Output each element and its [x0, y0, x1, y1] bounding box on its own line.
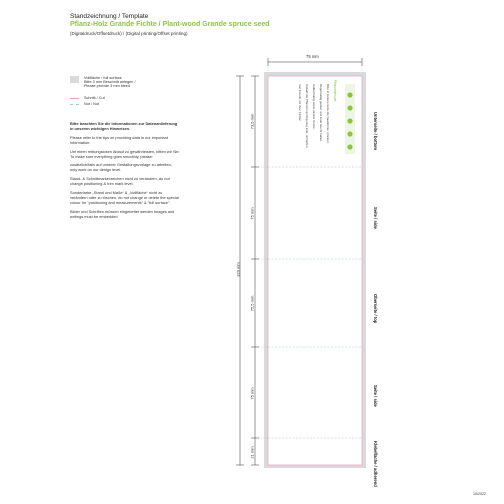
segment-4-label: 75 mm	[249, 386, 255, 400]
panel-label-side-2: Seite / side	[373, 385, 378, 407]
product-line-2: Regelmäßig gießen und Erde feucht halten.	[319, 84, 323, 143]
legend-bleed-de: Bitte 3 mm Beschnitt anlegen /	[84, 80, 136, 84]
revision-date: 10/2022	[473, 492, 486, 496]
panel-label-bottom: Unterseite / bottom	[373, 112, 378, 151]
product-line-4: Sobald die Pflanzen groß genug sind, umtopfen.	[305, 84, 309, 149]
product-line-5: Viel Freude mit Ihrer Fichte!	[298, 84, 302, 121]
brand-label: Pflanzenfreude	[333, 80, 337, 102]
legend-fill-label: Vollfläche / full surface	[84, 76, 122, 80]
segment-5-label: 21 mm	[249, 445, 255, 459]
product-line-3: Halbschattig, keine direkte Sonne.	[312, 84, 316, 130]
panel-label-top: Oberseite / top	[373, 294, 378, 324]
segment-1-label: 73,5 mm	[249, 113, 255, 129]
page-title: Standzeichnung / Template	[70, 13, 149, 20]
segment-3-label: 75,5 mm	[249, 295, 255, 311]
product-title: Pflanz-Holz Grande Fichte / Plant-wood Grande spruce seed	[70, 21, 270, 28]
note-1: Bitte beachten Sie die Informationen zur Datenanlieferung in unseren wichtigen Hinweisen.	[70, 121, 178, 131]
note-4: zusätzlich/falls auf unserer Gestaltungsvorlage zu arbeiten, only work on our design level.	[70, 162, 172, 173]
total-height-label: 320 mm	[235, 261, 241, 277]
note-7: Bilder und Schriften müssen eingebettet werden Images and writings must be embedded	[70, 208, 175, 219]
width-label: 75 mm	[306, 54, 319, 59]
print-method: (Digitaldruck/Offsetdruck) / (Digital printing/Offset printing)	[70, 31, 188, 36]
note-5: Stand- & Schnittmarkerzeichen nicht zu verändern, do not change positioning & trim mark level.	[70, 176, 170, 187]
legend-cut-label: Schnitt / Cut	[84, 96, 105, 100]
product-text-block	[296, 84, 331, 148]
note-3: Um einen reibungslosen Ablauf zu gewährleisten, bitten wir Sie: To make sure everything goes smoothly, please:	[70, 148, 180, 159]
legend-bleed-en: Please provide 3 mm bleed	[84, 84, 131, 88]
product-line-1: Bitte in lockere Erde die Saatkörner drücken.	[326, 84, 330, 144]
panel-label-adherend: Klebefläche / adherend	[373, 441, 378, 487]
panel-label-side-1: Seite / side	[373, 207, 378, 229]
note-2: Please refer to the tips on providing data in our important information.	[70, 134, 168, 145]
legend-groove-label: Nut / Nut	[84, 102, 99, 106]
segment-2-label: 75 mm	[249, 206, 255, 220]
note-6: Sonderfarbe „Stand und Maße“ & „Vollfläche“ nicht zu verändern oder zu löschen, do not change or delete the special colour for "positioning and measurements" & "full surface".	[70, 190, 179, 205]
